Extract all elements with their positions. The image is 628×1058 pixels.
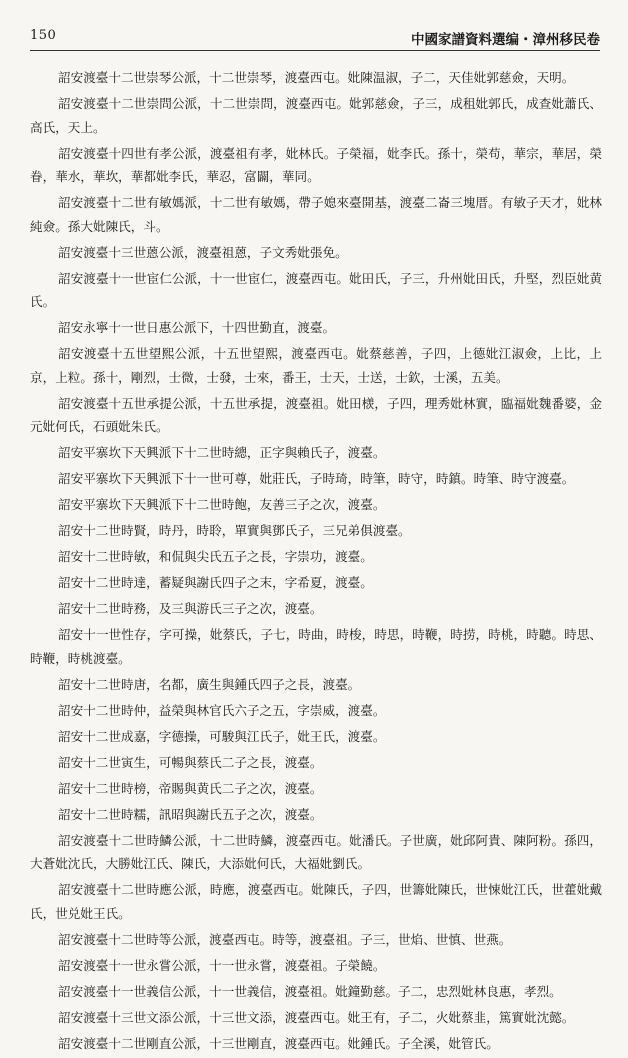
genealogy-entry: 詔安渡臺十四世有孝公派，渡臺祖有孝，妣林氏。子榮福，妣李氏。孫十，榮苟，華宗，華居，榮眷，華水，華坎，華都妣李氏，華忍，富闢，華同。 [30, 145, 602, 184]
genealogy-entry: 詔安渡臺十三世文添公派，十三世文添，渡臺西屯。妣王有，子二，火妣蔡韭，篤實妣沈懿。 [58, 1009, 575, 1025]
genealogy-entry: 詔安渡臺十二世時鱗公派，十二世時鱗，渡臺西屯。妣潘氏。子世廣，妣邱阿貴、陳阿粉。孫四，大蒼妣沈氏，大勝妣江氏、陳氏，大添妣何氏，大福妣劉氏。 [30, 832, 602, 871]
genealogy-entry: 詔安十二世時仲，益榮與林官氏六子之五，字崇威，渡臺。 [58, 702, 386, 718]
genealogy-entry: 詔安渡臺十五世望熙公派，十五世望熙，渡臺西屯。妣蔡慈善，子四，上德妣江淑僉，上比，上京，上粒。孫十，剛烈，士微，士發，士來，番王，士天，士送，士欽，士溪，五美。 [30, 346, 602, 385]
genealogy-entry: 詔安渡臺十五世承提公派，十五世承提，渡臺祖。妣田檨，子四，理秀妣林實，臨福妣魏番婆，金元妣何氏，石頭妣朱氏。 [30, 395, 602, 434]
genealogy-entry: 詔安十二世寅生，可暢與蔡氏二子之長，渡臺。 [58, 754, 323, 770]
genealogy-entry: 詔安渡臺十二世崇問公派，十二世崇問，渡臺西屯。妣郭慈僉，子三，成租妣郭氏，成查妣蕭氏、高氏，天上。 [30, 96, 602, 135]
genealogy-entry: 詔安渡臺十二世時應公派，時應，渡臺西屯。妣陳氏，子四，世籌妣陳氏，世悚妣江氏，世藿妣戴氏，世兑妣王氏。 [30, 882, 602, 921]
genealogy-entry: 詔安渡臺十二世時等公派，渡臺西屯。時等，渡臺祖。子三，世焰、世慎、世燕。 [58, 931, 512, 947]
genealogy-entry: 詔安渡臺十二世剛直公派，十三世剛直，渡臺西屯。妣鍾氏。子全溪，妣管氏。 [58, 1035, 499, 1051]
genealogy-entry: 詔安渡臺十二世崇琴公派，十二世崇琴，渡臺西屯。妣陳温淑，子二，天佳妣郭慈僉，天明。 [58, 70, 575, 85]
genealogy-entry: 詔安渡臺十一世宦仁公派，十一世宦仁，渡臺西屯。妣田氏，子三，升州妣田氏，升堅，烈臣妣黄氏。 [30, 270, 602, 309]
running-title: 中國家譜資料選编・漳州移民卷 [411, 32, 600, 48]
genealogy-entry: 詔安十二世成嘉，字德操，可駿與江氏子，妣王氏，渡臺。 [58, 728, 386, 744]
genealogy-entry: 詔安渡臺十一世永嘗公派，十一世永嘗，渡臺祖。子榮饒。 [58, 957, 386, 973]
genealogy-entry: 詔安渡臺十二世有敏媽派，十二世有敏媽，帶子媳來臺開基，渡臺二崙三塊厝。有敏子天才，妣林純僉。孫大妣陳氏，斗。 [30, 195, 602, 234]
genealogy-entry: 詔安十一世性存，字可操，妣蔡氏，子七，時曲，時梭，時思，時鞭，時捞，時桃，時聽。時思、時鞭，時桃渡臺。 [30, 627, 602, 666]
genealogy-entry: 詔安十二世時敏，和侃與尖氏五子之長，字崇功，渡臺。 [58, 549, 373, 564]
genealogy-entry: 詔安永寧十一世日惠公派下，十四世勤直，渡臺。 [58, 320, 336, 335]
genealogy-entry: 詔安十二世時達，蓄疑與謝氏四子之末，字希夏，渡臺。 [58, 575, 373, 590]
genealogy-entry: 詔安平寨坎下天興派下十二世時總，正字與賴氏子，渡臺。 [58, 445, 386, 460]
genealogy-entry: 詔安渡臺十三世蒽公派，渡臺祖蒽，子文秀妣張免。 [58, 244, 348, 260]
genealogy-entry: 詔安十二世時榜，帝賜與黄氏二子之次，渡臺。 [58, 780, 323, 796]
genealogy-entry: 詔安渡臺十一世義信公派，十一世義信，渡臺祖。妣鐘勤慈。子二，忠烈妣林良惠，孝烈。 [58, 983, 562, 999]
genealogy-entry: 詔安平寨坎下天興派下十一世可尊，妣莊氏，子時琦，時筆，時守，時鎮。時筆、時守渡臺。 [58, 471, 575, 486]
page-header [30, 28, 600, 51]
genealogy-entry: 詔安十二世時賢，時丹，時聆，單實與鄧氏子，三兄弟俱渡臺。 [58, 523, 411, 538]
genealogy-entry: 詔安十二世時務，及三與游氏三子之次，渡臺。 [58, 601, 323, 616]
genealogy-entry: 詔安十二世時唐，名都，廣生與鍾氏四子之長，渡臺。 [58, 676, 361, 692]
genealogy-entry: 詔安平寨坎下天興派下十二世時飽，友善三子之次，渡臺。 [58, 497, 386, 512]
page-number: 150 [30, 28, 57, 43]
genealogy-entry: 詔安十二世時糯，訊昭與謝氏五子之次，渡臺。 [58, 806, 323, 822]
